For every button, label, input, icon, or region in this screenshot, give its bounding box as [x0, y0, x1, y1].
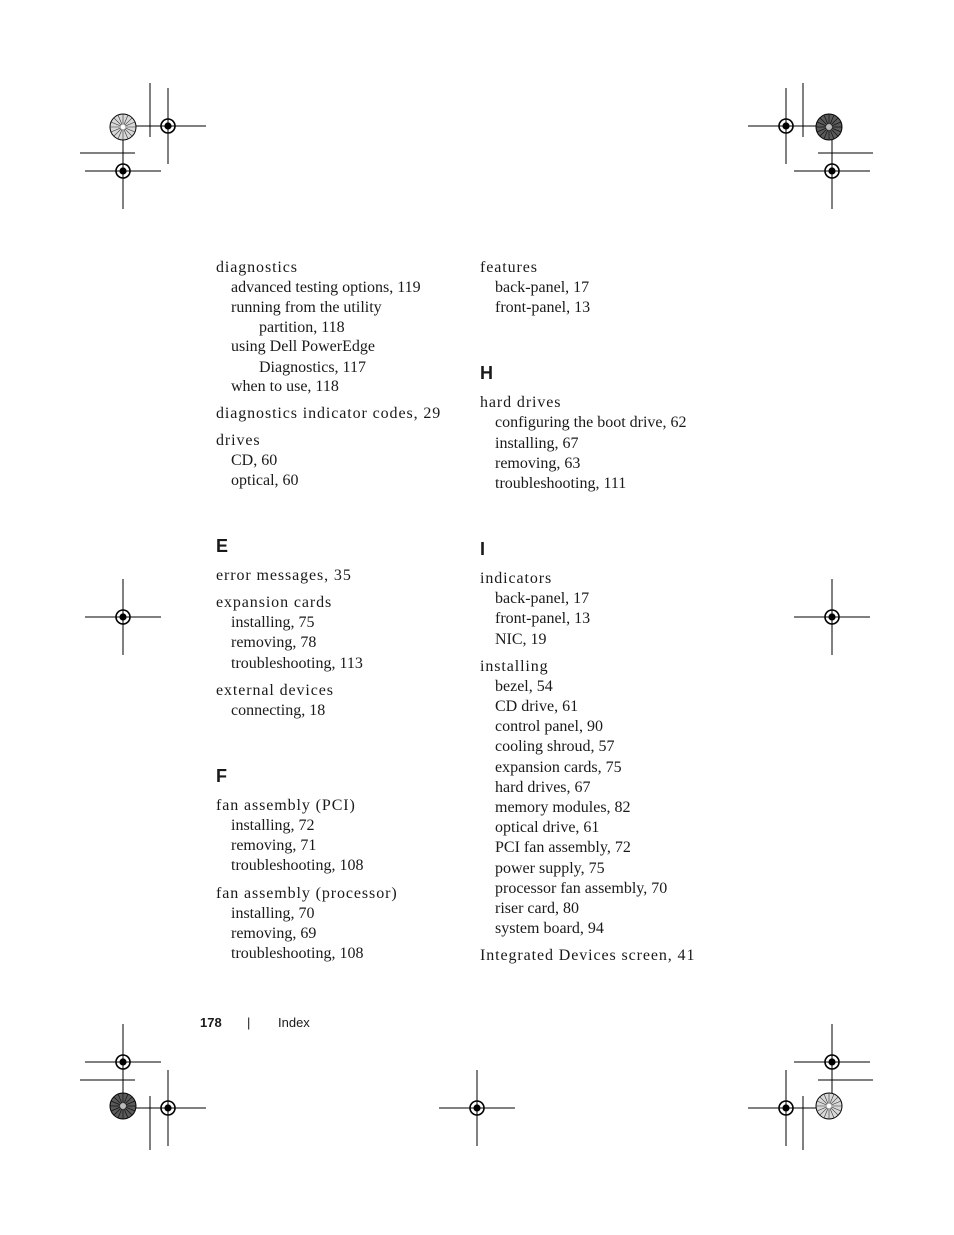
registration-mark-icon: [794, 133, 870, 209]
index-entry: [216, 884, 456, 965]
index-subentry: using Dell PowerEdge: [231, 338, 375, 356]
index-term: external devices: [216, 681, 334, 699]
color-wheel-mark-icon: [110, 1093, 136, 1119]
index-entries-features: [480, 258, 720, 318]
index-subentry: CD drive, 61: [495, 698, 579, 716]
registration-mark-icon: [748, 88, 824, 164]
index-subentry-continuation: partition, 118: [259, 319, 345, 337]
footer-separator: |: [247, 1015, 251, 1030]
index-subentry: PCI fan assembly, 72: [495, 839, 631, 857]
index-subentry: installing, 72: [231, 817, 315, 835]
index-subentry: NIC, 19: [495, 630, 547, 648]
index-subentry: control panel, 90: [495, 718, 603, 736]
index-subentry: back-panel, 17: [495, 590, 590, 608]
registration-mark-icon: [130, 1070, 206, 1146]
index-entries-f: [216, 796, 456, 964]
index-subentry: processor fan assembly, 70: [495, 879, 668, 897]
registration-mark-icon: [85, 1024, 161, 1100]
section-letter-h: H: [480, 363, 493, 384]
registration-mark-icon: [748, 1070, 824, 1146]
index-subentry: front-panel, 13: [495, 610, 591, 628]
index-entry: [216, 566, 456, 586]
index-subentry: hard drives, 67: [495, 778, 591, 796]
index-subentry: power supply, 75: [495, 859, 605, 877]
index-subentry: removing, 69: [231, 924, 317, 942]
index-entry: [216, 796, 456, 877]
index-subentry: optical, 60: [231, 472, 299, 490]
section-letter-f: F: [216, 766, 227, 787]
index-subentry: removing, 71: [231, 837, 317, 855]
index-entry: [480, 569, 720, 650]
index-subentry: troubleshooting, 113: [231, 654, 363, 672]
index-entry: [216, 404, 456, 424]
index-entry: [216, 681, 456, 721]
index-subentry: installing, 75: [231, 614, 315, 632]
index-subentry: when to use, 118: [231, 377, 339, 395]
index-entry: [216, 593, 456, 674]
index-subentry: troubleshooting, 108: [231, 945, 364, 963]
index-term: diagnostics: [216, 259, 298, 276]
index-entries-h: [480, 393, 720, 494]
index-subentry: memory modules, 82: [495, 799, 631, 817]
registration-mark-icon: [794, 1024, 870, 1100]
index-subentry: system board, 94: [495, 920, 604, 938]
index-entries-d: [216, 258, 456, 491]
index-term: hard drives: [480, 394, 562, 412]
index-subentry: configuring the boot drive, 62: [495, 414, 687, 432]
index-subentry: removing, 63: [495, 454, 581, 472]
index-subentry: back-panel, 17: [495, 279, 590, 296]
page-number: 178: [200, 1015, 222, 1030]
index-entry: [480, 946, 720, 966]
index-entries-i: [480, 569, 720, 966]
index-subentry: installing, 70: [231, 904, 315, 922]
index-term: fan assembly (PCI): [216, 797, 356, 815]
crop-mark-icon: [80, 83, 873, 1150]
index-term: Integrated Devices screen, 41: [480, 947, 696, 965]
index-entry: [480, 393, 720, 494]
index-term: diagnostics indicator codes, 29: [216, 404, 442, 422]
index-subentry: riser card, 80: [495, 900, 579, 918]
index-term: fan assembly (processor): [216, 884, 398, 902]
index-subentry: optical drive, 61: [495, 819, 600, 837]
index-subentry: running from the utility: [231, 299, 382, 317]
index-term: drives: [216, 431, 261, 449]
index-subentry: advanced testing options, 119: [231, 279, 421, 296]
index-subentry-continuation: Diagnostics, 117: [259, 358, 366, 376]
registration-mark-icon: [85, 133, 161, 209]
index-column-left: [216, 258, 456, 971]
index-entry: [216, 258, 456, 397]
section-letter-e: E: [216, 536, 229, 557]
index-subentry: front-panel, 13: [495, 299, 591, 317]
index-term: installing: [480, 657, 549, 675]
index-subentry: installing, 67: [495, 434, 579, 452]
index-term: features: [480, 259, 538, 276]
index-subentry: bezel, 54: [495, 677, 553, 695]
registration-mark-icon: [794, 579, 870, 655]
index-subentry: removing, 78: [231, 634, 317, 652]
index-entry: [480, 258, 720, 318]
color-wheel-mark-icon: [816, 114, 842, 140]
index-column-right: [480, 258, 720, 973]
color-wheel-mark-icon: [816, 1093, 842, 1119]
index-entry: [480, 657, 720, 940]
section-letter-i: I: [480, 539, 486, 560]
index-term: error messages, 35: [216, 567, 352, 585]
index-subentry: connecting, 18: [231, 701, 326, 719]
index-subentry: troubleshooting, 108: [231, 857, 364, 875]
index-entry: [216, 431, 456, 491]
index-subentry: expansion cards, 75: [495, 758, 622, 776]
index-subentry: CD, 60: [231, 451, 278, 469]
index-subentry: troubleshooting, 111: [495, 475, 627, 493]
footer-section-label: Index: [278, 1015, 310, 1030]
index-term: indicators: [480, 570, 553, 588]
index-term: expansion cards: [216, 594, 333, 612]
index-subentry: cooling shroud, 57: [495, 738, 615, 756]
registration-mark-icon: [130, 88, 206, 164]
registration-mark-icon: [439, 1070, 515, 1146]
index-entries-e: [216, 566, 456, 721]
registration-mark-icon: [85, 579, 161, 655]
color-wheel-mark-icon: [110, 114, 136, 140]
